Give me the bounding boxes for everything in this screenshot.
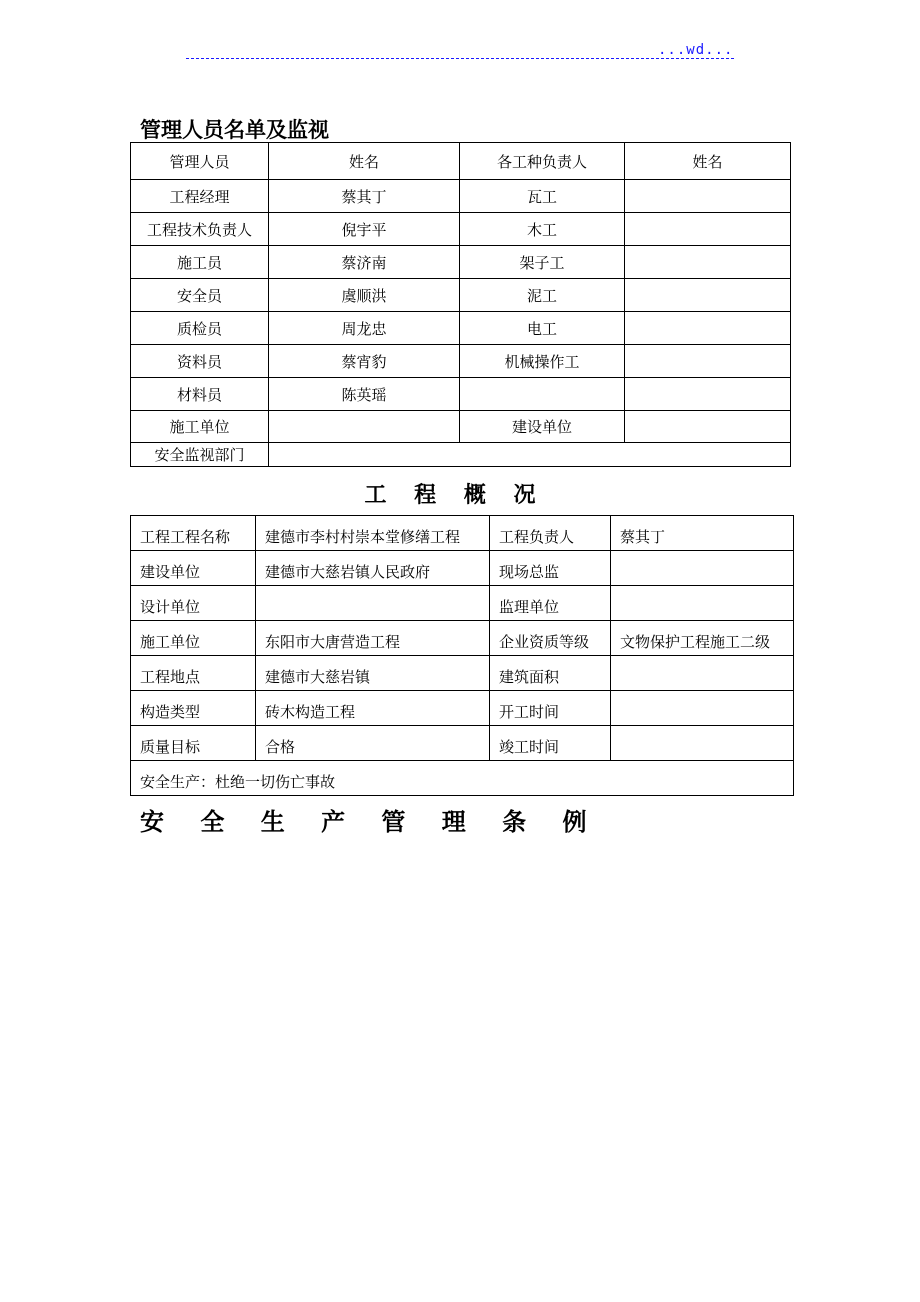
table-row	[131, 726, 794, 761]
table-cell	[269, 411, 460, 443]
table-cell	[625, 378, 791, 411]
table-cell: 泥工	[460, 279, 625, 312]
overview-table	[130, 515, 794, 796]
table-cell	[625, 213, 791, 246]
table-row	[131, 411, 791, 443]
table-cell	[625, 411, 791, 443]
header-cell: 姓名	[625, 143, 791, 180]
header-cell: 各工种负责人	[460, 143, 625, 180]
table-cell	[269, 443, 791, 467]
table-row	[131, 246, 791, 279]
table-cell	[625, 246, 791, 279]
staff-section-title: 管理人员名单及监视	[140, 118, 329, 142]
staff-table-header-row	[131, 143, 791, 180]
table-cell: 施工单位	[131, 411, 269, 443]
table-cell	[611, 551, 794, 586]
table-row	[131, 378, 791, 411]
table-cell: 竣工时间	[490, 726, 611, 761]
table-cell: 工程经理	[131, 180, 269, 213]
table-cell	[611, 726, 794, 761]
table-row	[131, 586, 794, 621]
table-cell: 架子工	[460, 246, 625, 279]
table-cell	[625, 345, 791, 378]
table-row	[131, 516, 794, 551]
table-cell: 陈英瑶	[269, 378, 460, 411]
table-cell: 企业资质等级	[490, 621, 611, 656]
table-cell: 构造类型	[131, 691, 256, 726]
table-cell: 虞顺洪	[269, 279, 460, 312]
table-cell	[625, 279, 791, 312]
table-cell	[256, 586, 490, 621]
table-cell	[611, 656, 794, 691]
table-row	[131, 213, 791, 246]
table-cell: 蔡济南	[269, 246, 460, 279]
table-cell: 开工时间	[490, 691, 611, 726]
table-cell: 安全监视部门	[131, 443, 269, 467]
table-cell: 施工员	[131, 246, 269, 279]
table-cell: 现场总监	[490, 551, 611, 586]
staff-table	[130, 142, 791, 467]
table-cell: 质检员	[131, 312, 269, 345]
table-cell: 机械操作工	[460, 345, 625, 378]
table-cell: 蔡其丁	[269, 180, 460, 213]
table-cell	[611, 586, 794, 621]
table-cell: 监理单位	[490, 586, 611, 621]
table-cell: 砖木构造工程	[256, 691, 490, 726]
table-cell: 周龙忠	[269, 312, 460, 345]
overview-section-title: 工 程 概 况	[364, 483, 546, 508]
table-cell: 工程工程名称	[131, 516, 256, 551]
table-cell: 文物保护工程施工二级	[611, 621, 794, 656]
table-cell: 建德市大慈岩镇	[256, 656, 490, 691]
table-cell: 东阳市大唐营造工程	[256, 621, 490, 656]
table-cell	[611, 691, 794, 726]
table-cell: 建德市李村村崇本堂修缮工程	[256, 516, 490, 551]
table-cell: 工程负责人	[490, 516, 611, 551]
table-cell: 木工	[460, 213, 625, 246]
table-cell: 建筑面积	[490, 656, 611, 691]
table-cell: 倪宇平	[269, 213, 460, 246]
table-cell: 蔡宵豹	[269, 345, 460, 378]
table-cell: 安全员	[131, 279, 269, 312]
safety-goal-cell: 安全生产：杜绝一切伤亡事故	[131, 761, 794, 796]
header-cell: 姓名	[269, 143, 460, 180]
table-cell: 施工单位	[131, 621, 256, 656]
table-cell: 工程技术负责人	[131, 213, 269, 246]
table-cell: 瓦工	[460, 180, 625, 213]
table-cell	[460, 378, 625, 411]
table-row	[131, 691, 794, 726]
table-row	[131, 345, 791, 378]
table-cell	[625, 312, 791, 345]
table-row	[131, 621, 794, 656]
table-row	[131, 180, 791, 213]
table-row	[131, 551, 794, 586]
table-row	[131, 279, 791, 312]
table-row	[131, 443, 791, 467]
table-row	[131, 312, 791, 345]
header-watermark: ...wd...	[658, 42, 734, 58]
table-cell: 质量目标	[131, 726, 256, 761]
table-cell: 建德市大慈岩镇人民政府	[256, 551, 490, 586]
table-cell	[625, 180, 791, 213]
table-cell: 设计单位	[131, 586, 256, 621]
table-cell: 工程地点	[131, 656, 256, 691]
table-cell: 合格	[256, 726, 490, 761]
table-cell: 建设单位	[131, 551, 256, 586]
header-cell: 管理人员	[131, 143, 269, 180]
table-cell: 蔡其丁	[611, 516, 794, 551]
table-cell: 材料员	[131, 378, 269, 411]
table-cell: 资料员	[131, 345, 269, 378]
table-cell: 建设单位	[460, 411, 625, 443]
regulations-section-title: 安 全 生 产 管 理 条 例	[140, 808, 601, 836]
header-divider	[186, 58, 734, 59]
table-cell: 电工	[460, 312, 625, 345]
table-row	[131, 656, 794, 691]
table-row	[131, 761, 794, 796]
